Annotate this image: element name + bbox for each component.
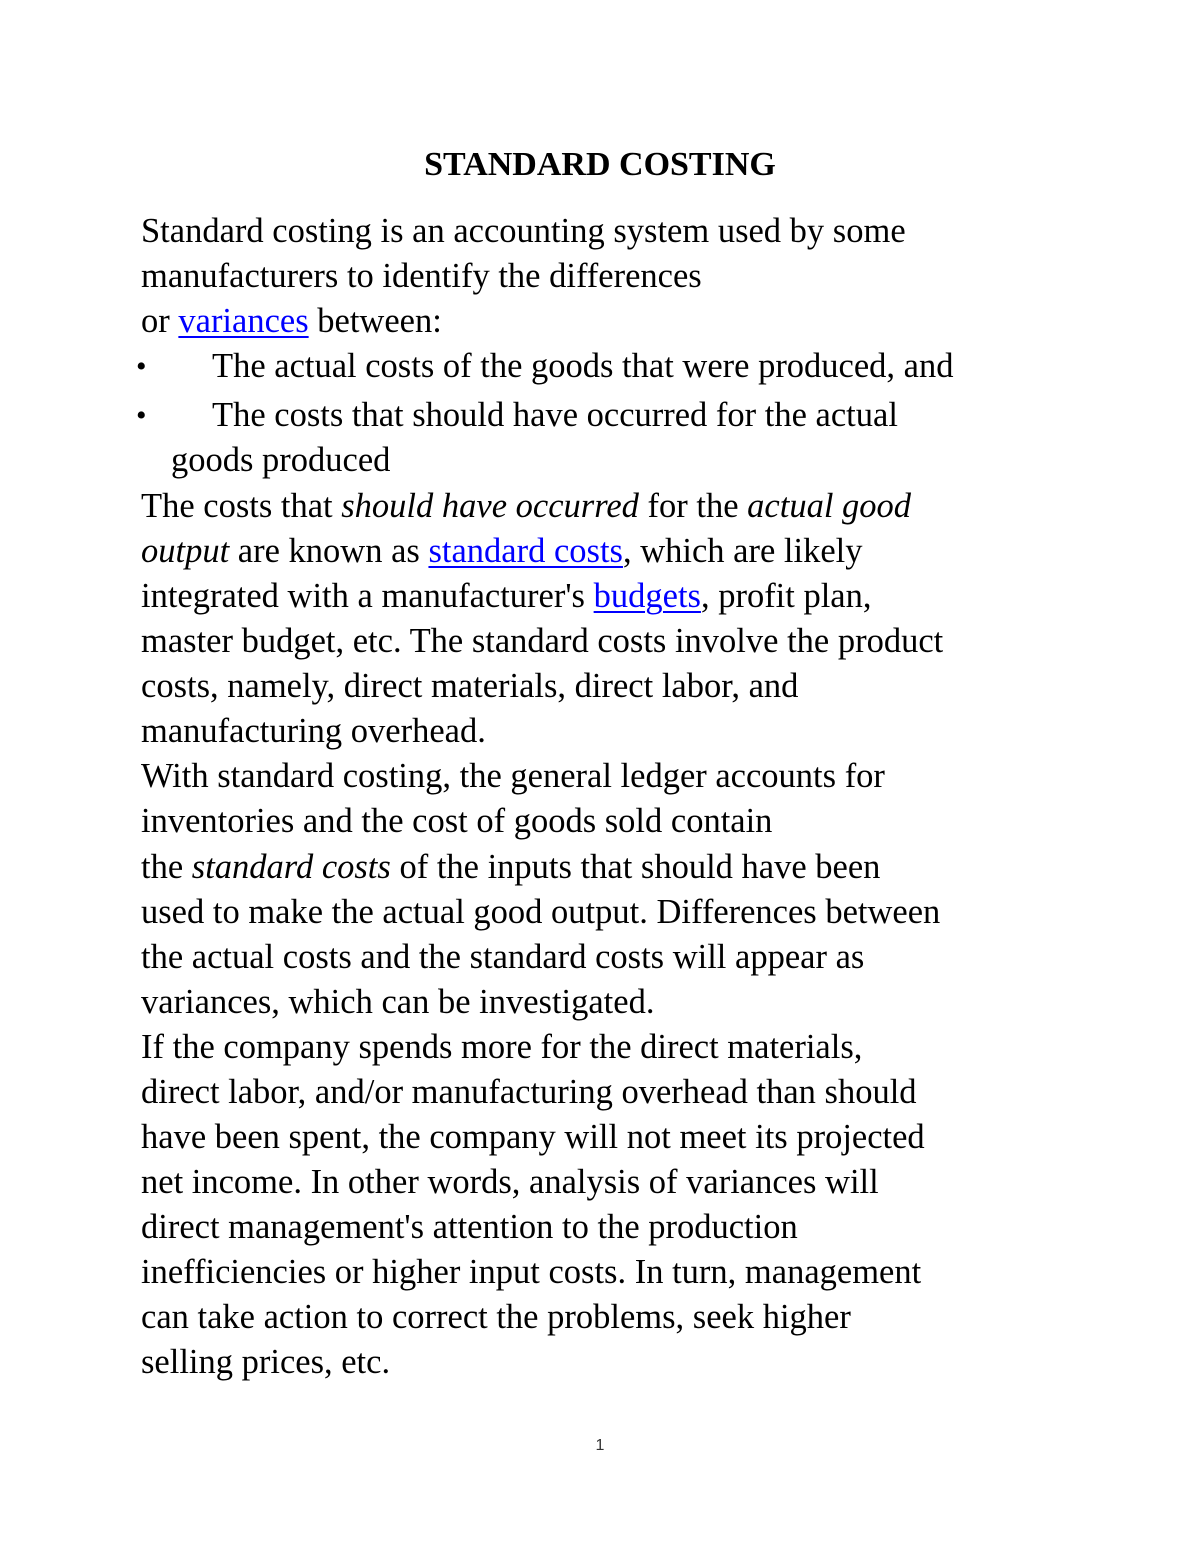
para2-line-6: manufacturing overhead.	[141, 712, 486, 750]
para2-line-1	[141, 484, 911, 529]
para2-line-3	[141, 574, 872, 619]
para3-line-1: With standard costing, the general ledger accounts for	[141, 757, 885, 795]
para4-line-1: If the company spends more for the direct materials,	[141, 1028, 863, 1066]
intro-text: between:	[308, 302, 442, 340]
para3-line-5: the actual costs and the standard costs will appear as	[141, 938, 865, 976]
para2-italic: actual good	[747, 487, 912, 525]
intro-line-1: Standard costing is an accounting system used by some	[141, 212, 906, 250]
para4-line-2: direct labor, and/or manufacturing overhead than should	[141, 1073, 917, 1111]
para2-text: , which are likely	[622, 532, 863, 570]
para2-line-4: master budget, etc. The standard costs involve the product	[141, 622, 944, 660]
intro-line-3	[141, 299, 442, 344]
bullet-item-1: The actual costs of the goods that were produced, and	[212, 347, 954, 385]
budgets-link[interactable]: budgets	[593, 577, 701, 615]
bullet-item-2-continuation: goods produced	[171, 441, 391, 479]
para2-line-2	[141, 529, 862, 574]
document-title: STANDARD COSTING	[424, 146, 776, 183]
variances-link[interactable]: variances	[178, 302, 309, 340]
para3-text: the	[141, 848, 192, 886]
intro-text: or	[141, 302, 179, 340]
para3-line-3	[141, 845, 880, 890]
para3-italic: standard costs	[191, 848, 391, 886]
standard-costs-link[interactable]: standard costs	[428, 532, 623, 570]
para2-italic: should have occurred	[341, 487, 639, 525]
para4-line-4: net income. In other words, analysis of variances will	[141, 1163, 879, 1201]
para2-text: are known as	[229, 532, 429, 570]
para3-line-2: inventories and the cost of goods sold contain	[141, 802, 773, 840]
page-number: 1	[595, 1437, 605, 1454]
para3-line-4: used to make the actual good output. Differences between	[141, 893, 941, 931]
para2-text: integrated with a manufacturer's	[141, 577, 594, 615]
bullet-icon: •	[136, 350, 147, 383]
bullet-item-2: The costs that should have occurred for the actual	[212, 396, 898, 434]
bullet-icon: •	[136, 399, 147, 432]
para2-text: for the	[638, 487, 748, 525]
para4-line-3: have been spent, the company will not meet its projected	[141, 1118, 925, 1156]
para2-text: , profit plan,	[700, 577, 872, 615]
para4-line-7: can take action to correct the problems, seek higher	[141, 1298, 851, 1336]
intro-line-2: manufacturers to identify the differences	[141, 257, 702, 295]
para3-text: of the inputs that should have been	[390, 848, 881, 886]
para4-line-6: inefficiencies or higher input costs. In turn, management	[141, 1253, 922, 1291]
para2-line-5: costs, namely, direct materials, direct labor, and	[141, 667, 799, 705]
para4-line-8: selling prices, etc.	[141, 1343, 391, 1381]
para4-line-5: direct management's attention to the production	[141, 1208, 798, 1246]
para2-italic: output	[141, 532, 230, 570]
para2-text: The costs that	[141, 487, 342, 525]
para3-line-6: variances, which can be investigated.	[141, 983, 655, 1021]
